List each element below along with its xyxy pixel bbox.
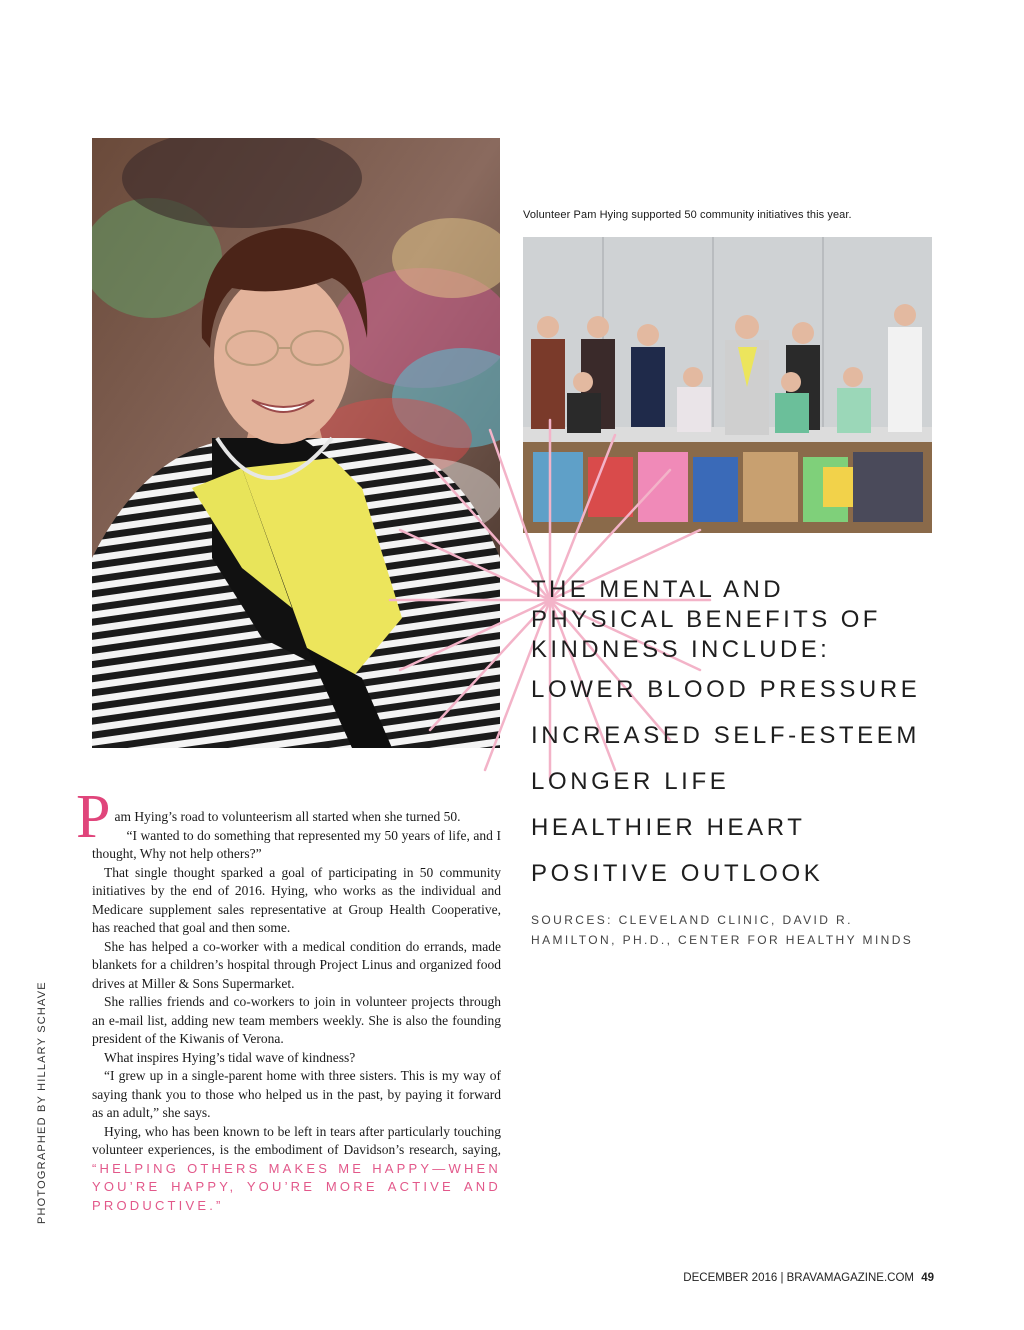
article-paragraph: That single thought sparked a goal of participating in 50 community initiatives by the end of 2016. Hying, who works as the individual and Medicare supplement sales representative at Group Health Cooperative, has reached that goal and then some. [92, 864, 501, 935]
page-footer [683, 1272, 934, 1284]
article-paragraph: She has helped a co-worker with a medical condition do errands, made blankets for a children’s hospital through Project Linus and organized food drives at Miller & Sons Supermarket. [92, 938, 501, 991]
benefit-item: LONGER LIFE [531, 768, 730, 795]
photo-caption: Volunteer Pam Hying supported 50 community initiatives this year. [523, 209, 852, 221]
article-paragraph: “I wanted to do something that represented my 50 years of life, and I thought, Why not help others?” [92, 827, 501, 861]
photo-credit: PHOTOGRAPHED BY HILLARY SCHAVE [36, 981, 48, 1224]
benefit-item: INCREASED SELF-ESTEEM [531, 722, 920, 749]
heading-line: THE MENTAL AND [531, 576, 784, 603]
benefits-heading [531, 575, 951, 665]
article-body [76, 783, 501, 1215]
article-paragraph: What inspires Hying’s tidal wave of kindness? [104, 1049, 356, 1065]
page-number: 49 [921, 1272, 934, 1284]
benefit-item: POSITIVE OUTLOOK [531, 860, 824, 887]
article-text: Hying, who has been known to be left in tears after particularly touching volunteer experiences, is the embodiment of Davidson’s research, saying, [92, 1123, 501, 1157]
sources-note [531, 910, 951, 950]
drop-cap: P [76, 783, 111, 851]
heading-line: KINDNESS INCLUDE: [531, 636, 831, 663]
sources-line: HAMILTON, PH.D., CENTER FOR HEALTHY MINDS [531, 933, 914, 947]
benefit-item: LOWER BLOOD PRESSURE [531, 676, 921, 703]
article-paragraph [92, 1123, 501, 1216]
heading-line: PHYSICAL BENEFITS OF [531, 606, 881, 633]
article-paragraph: am Hying’s road to volunteerism all started when she turned 50. [114, 809, 461, 824]
benefit-item: HEALTHIER HEART [531, 814, 806, 841]
footer-text: DECEMBER 2016 | BRAVAMAGAZINE.COM [683, 1272, 914, 1284]
article-paragraph: “I grew up in a single-parent home with three sisters. This is my way of saying thank you to those who helped us in the past, by paying it forward as an adult,” she says. [92, 1068, 501, 1120]
pull-quote: “HELPING OTHERS MAKES ME HAPPY—WHEN YOU’RE HAPPY, YOU’RE MORE ACTIVE AND PRODUCTIVE.” [92, 1160, 501, 1213]
benefits-sidebar [531, 575, 951, 887]
sources-line: SOURCES: CLEVELAND CLINIC, DAVID R. [531, 913, 853, 927]
article-paragraph: She rallies friends and co-workers to join in volunteer projects through an e-mail list, adding new team members weekly. She is also the founding president of the Kiwanis of Verona. [92, 994, 501, 1046]
